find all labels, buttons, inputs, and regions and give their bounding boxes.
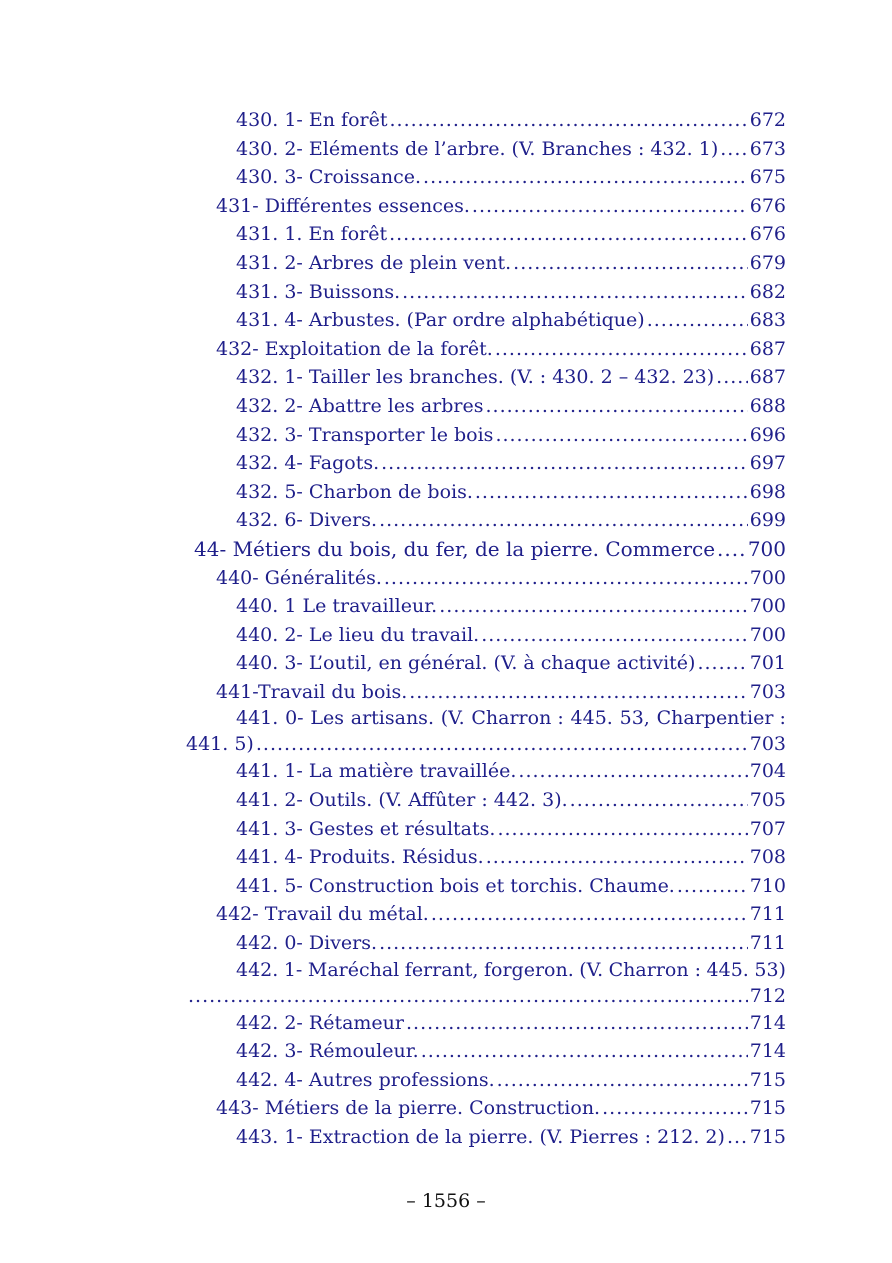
toc-entry-title: 432- Exploitation de la forêt.	[216, 337, 493, 360]
dot-leader	[602, 1094, 748, 1123]
toc-entry-page: 715	[749, 1068, 786, 1091]
toc-entry-line	[236, 1123, 786, 1152]
toc-entry-title: 441. 5- Construction bois et torchis. Chaume.	[236, 874, 675, 897]
toc-entry-page: 676	[749, 223, 786, 246]
toc-entry-page: 703	[749, 680, 786, 703]
toc-entry	[0, 900, 892, 929]
toc-entry-title: 441. 1- La matière travaillée.	[236, 760, 517, 783]
dot-leader	[518, 757, 747, 786]
dot-leader	[406, 1009, 748, 1038]
toc-entry-title: 430. 1- En forêt	[236, 109, 388, 131]
toc-entry-line	[236, 421, 786, 450]
toc-entry-page: 698	[749, 480, 786, 503]
toc-entry-page: 705	[749, 789, 786, 812]
dot-leader	[495, 421, 747, 450]
toc-entry-title: 432. 5- Charbon de bois.	[236, 480, 473, 503]
toc-entry	[0, 1066, 892, 1095]
toc-entry	[0, 106, 892, 135]
toc-entry-title: 430. 2- Eléments de l’arbre. (V. Branches : 432. 1)	[236, 137, 719, 160]
toc-entry-title: 432. 3- Transporter le bois	[236, 423, 494, 446]
toc-entry-line	[236, 135, 786, 164]
toc-entry	[0, 815, 892, 844]
toc-entry-page: 675	[749, 166, 786, 189]
dot-leader	[384, 564, 748, 593]
toc-entry-line	[236, 815, 786, 844]
dot-leader	[421, 1037, 748, 1066]
toc-entry-line	[236, 363, 786, 392]
dot-leader	[727, 1123, 748, 1152]
toc-entry-line	[236, 649, 786, 678]
toc-entry	[0, 478, 892, 507]
dot-leader	[497, 1066, 748, 1095]
toc-entry-page: 687	[749, 337, 786, 360]
dot-leader	[486, 843, 748, 872]
dot-leader	[389, 106, 747, 135]
dot-leader	[570, 786, 748, 815]
toc-entry-page: 672	[749, 109, 786, 131]
dot-leader	[472, 192, 748, 221]
toc-entry-line	[236, 220, 786, 249]
toc-entry	[0, 192, 892, 221]
toc-entry-page: 701	[749, 652, 786, 675]
toc-word: forgeron.	[483, 958, 574, 981]
toc-entry-line	[236, 449, 786, 478]
toc-entry-page: 704	[749, 760, 786, 783]
toc-entry-title: 440. 1 Le travailleur.	[236, 595, 438, 618]
dot-leader	[720, 135, 747, 164]
toc-entry-title: 431. 1. En forêt	[236, 223, 388, 246]
toc-entry-line	[216, 564, 786, 593]
toc-entry	[0, 649, 892, 678]
toc-entry-page: 683	[749, 309, 786, 332]
toc-word: artisans.	[350, 707, 434, 730]
dot-leader	[379, 929, 748, 958]
toc-entry-page: 715	[749, 1126, 786, 1148]
toc-entry	[0, 1037, 892, 1066]
toc-entry	[0, 564, 892, 593]
dot-leader	[495, 335, 748, 364]
toc-entry-page: 703	[749, 733, 786, 756]
toc-entry-title: 440. 2- Le lieu du travail.	[236, 623, 480, 646]
dot-leader	[717, 535, 746, 564]
dot-leader	[381, 449, 748, 478]
toc-entry	[0, 392, 892, 421]
toc-entry-page: 696	[749, 423, 786, 446]
toc-entry	[0, 135, 892, 164]
toc-entry-line	[236, 163, 786, 192]
toc-entry-page: 714	[749, 1040, 786, 1063]
toc-entry-line	[186, 731, 786, 757]
dot-leader	[402, 278, 748, 307]
toc-entry-title-justified	[236, 958, 786, 983]
toc-entry	[0, 449, 892, 478]
toc-entry-page: 700	[749, 566, 786, 589]
toc-entry-wrapped-second-line	[0, 731, 892, 757]
toc-entry	[0, 506, 892, 535]
toc-entry-title: 431. 2- Arbres de plein vent.	[236, 251, 512, 274]
toc-entry-line	[236, 757, 786, 786]
toc-entry-title: 431. 3- Buissons.	[236, 280, 401, 303]
toc-word: Charron :	[471, 707, 564, 730]
toc-entry-title: 442. 3- Rémouleur.	[236, 1040, 419, 1063]
dot-leader	[475, 478, 748, 507]
toc-entry-line	[236, 843, 786, 872]
toc-entry-page: 697	[749, 452, 786, 475]
toc-entry	[0, 363, 892, 392]
toc-entry-line	[236, 278, 786, 307]
toc-entry-line	[194, 535, 786, 564]
toc-word: Charron :	[608, 958, 702, 981]
dot-leader	[188, 983, 748, 1009]
toc-word: 445.	[706, 958, 749, 981]
toc-entry-title: 442. 2- Rétameur	[236, 1011, 404, 1034]
toc-entry-line	[216, 335, 786, 364]
toc-entry-title: 432. 6- Divers.	[236, 509, 378, 532]
toc-entry-title: 432. 4- Fagots.	[236, 452, 380, 475]
toc-entry-line	[236, 249, 786, 278]
dot-leader	[409, 678, 747, 707]
toc-entry-title: 443- Métiers de la pierre. Construction.	[216, 1097, 601, 1120]
toc-entry-title: 441. 3- Gestes et résultats.	[236, 817, 496, 840]
dot-leader	[697, 649, 747, 678]
toc-entry-page: 699	[749, 509, 786, 532]
dot-leader	[486, 392, 748, 421]
toc-entry-title: 442. 4- Autres professions.	[236, 1068, 495, 1091]
toc-entry-page: 687	[749, 366, 786, 389]
table-of-contents	[0, 106, 892, 1152]
toc-entry-line	[236, 929, 786, 958]
toc-entry-title: 431- Différentes essences.	[216, 194, 470, 217]
toc-entry-line	[186, 983, 786, 1009]
toc-entry-page: 700	[749, 595, 786, 618]
toc-entry	[0, 621, 892, 650]
dot-leader	[647, 306, 748, 335]
toc-entry-page: 708	[749, 846, 786, 869]
dot-leader	[431, 900, 748, 929]
toc-word: 1-	[283, 958, 303, 981]
dot-leader	[439, 592, 748, 621]
toc-entry-wrapped-first-line	[0, 958, 892, 983]
toc-entry-line	[236, 306, 786, 335]
toc-entry-line	[236, 786, 786, 815]
toc-entry	[0, 1123, 892, 1152]
toc-entry-line	[236, 392, 786, 421]
toc-entry-line	[236, 106, 786, 135]
toc-word: (V.	[440, 707, 465, 730]
toc-entry	[0, 306, 892, 335]
toc-entry-title: 432. 1- Tailler les branches. (V. : 430. 2 – 432. 23)	[236, 366, 715, 389]
toc-entry-page: 682	[749, 280, 786, 303]
toc-entry-line	[216, 192, 786, 221]
toc-word: Charpentier :	[656, 707, 786, 730]
toc-entry-line	[216, 900, 786, 929]
toc-entry-page: 679	[749, 251, 786, 274]
toc-entry	[0, 335, 892, 364]
toc-entry-page: 711	[749, 932, 786, 955]
toc-entry-page: 715	[749, 1097, 786, 1120]
toc-word: 445.	[570, 707, 613, 730]
dot-leader	[423, 163, 748, 192]
toc-entry	[0, 786, 892, 815]
toc-entry-line	[216, 1094, 786, 1123]
toc-word: 53)	[754, 958, 786, 981]
toc-entry	[0, 249, 892, 278]
toc-entry-page: 710	[749, 874, 786, 897]
dot-leader	[481, 621, 748, 650]
toc-entry-wrapped-second-line	[0, 983, 892, 1009]
dot-leader	[497, 815, 747, 844]
toc-entry	[0, 678, 892, 707]
toc-entry-title: 432. 2- Abattre les arbres	[236, 394, 484, 417]
toc-entry-page: 673	[749, 137, 786, 160]
toc-entry-line	[236, 872, 786, 901]
toc-entry-page: 700	[749, 623, 786, 646]
dot-leader	[389, 220, 748, 249]
toc-entry-page: 714	[749, 1011, 786, 1034]
toc-entry-page: 707	[749, 817, 786, 840]
toc-entry-title: 441. 4- Produits. Résidus.	[236, 846, 484, 869]
toc-entry	[0, 929, 892, 958]
toc-entry-title: 441-Travail du bois.	[216, 680, 408, 703]
dot-leader	[256, 731, 748, 757]
toc-entry	[0, 163, 892, 192]
toc-entry-title: 441. 2- Outils. (V. Affûter : 442. 3).	[236, 789, 568, 812]
toc-entry	[0, 220, 892, 249]
toc-entry-line	[236, 592, 786, 621]
toc-entry-line	[236, 621, 786, 650]
toc-entry-wrapped-first-line	[0, 706, 892, 731]
toc-entry-title: 440- Généralités.	[216, 566, 382, 589]
toc-entry-page: 700	[747, 536, 786, 561]
toc-entry-title: 430. 3- Croissance.	[236, 166, 422, 189]
toc-word: 53,	[619, 707, 650, 730]
toc-entry-page: 712	[749, 984, 786, 1007]
toc-entry-title: 440. 3- L’outil, en général. (V. à chaque activité)	[236, 652, 696, 675]
toc-word: Maréchal	[307, 958, 400, 981]
toc-entry-title: 442. 0- Divers.	[236, 932, 378, 955]
toc-entry	[0, 872, 892, 901]
toc-word: ferrant,	[404, 958, 479, 981]
toc-entry-line	[236, 1009, 786, 1038]
toc-word: 442.	[236, 958, 279, 981]
toc-entry	[0, 535, 892, 564]
toc-entry	[0, 421, 892, 450]
toc-entry-line	[236, 1066, 786, 1095]
toc-entry	[0, 1009, 892, 1038]
toc-entry-page: 688	[749, 394, 786, 417]
toc-entry-title: 44- Métiers du bois, du fer, de la pierre. Commerce	[194, 536, 716, 561]
toc-word: 441.	[236, 707, 279, 730]
toc-entry-title-justified	[236, 706, 786, 731]
toc-entry	[0, 1094, 892, 1123]
toc-entry	[0, 843, 892, 872]
toc-entry-title: 442- Travail du métal.	[216, 903, 429, 926]
toc-entry-title: 441. 5)	[186, 733, 254, 756]
toc-word: 0-	[285, 707, 304, 730]
dot-leader	[677, 872, 748, 901]
toc-entry-title: 443. 1- Extraction de la pierre. (V. Pierres : 212. 2)	[236, 1126, 725, 1148]
toc-word: Les	[310, 707, 344, 730]
page-number: – 1556 –	[406, 1190, 486, 1212]
toc-entry-line	[236, 506, 786, 535]
toc-entry-line	[236, 1037, 786, 1066]
dot-leader	[379, 506, 748, 535]
toc-entry-line	[236, 478, 786, 507]
dot-leader	[716, 363, 748, 392]
toc-entry	[0, 757, 892, 786]
toc-entry-title: 431. 4- Arbustes. (Par ordre alphabétique)	[236, 309, 645, 332]
toc-entry	[0, 278, 892, 307]
toc-entry-page: 676	[749, 194, 786, 217]
toc-entry-page: 711	[749, 903, 786, 926]
dot-leader	[513, 249, 748, 278]
toc-entry	[0, 592, 892, 621]
toc-entry-line	[216, 678, 786, 707]
toc-word: (V.	[579, 958, 604, 981]
